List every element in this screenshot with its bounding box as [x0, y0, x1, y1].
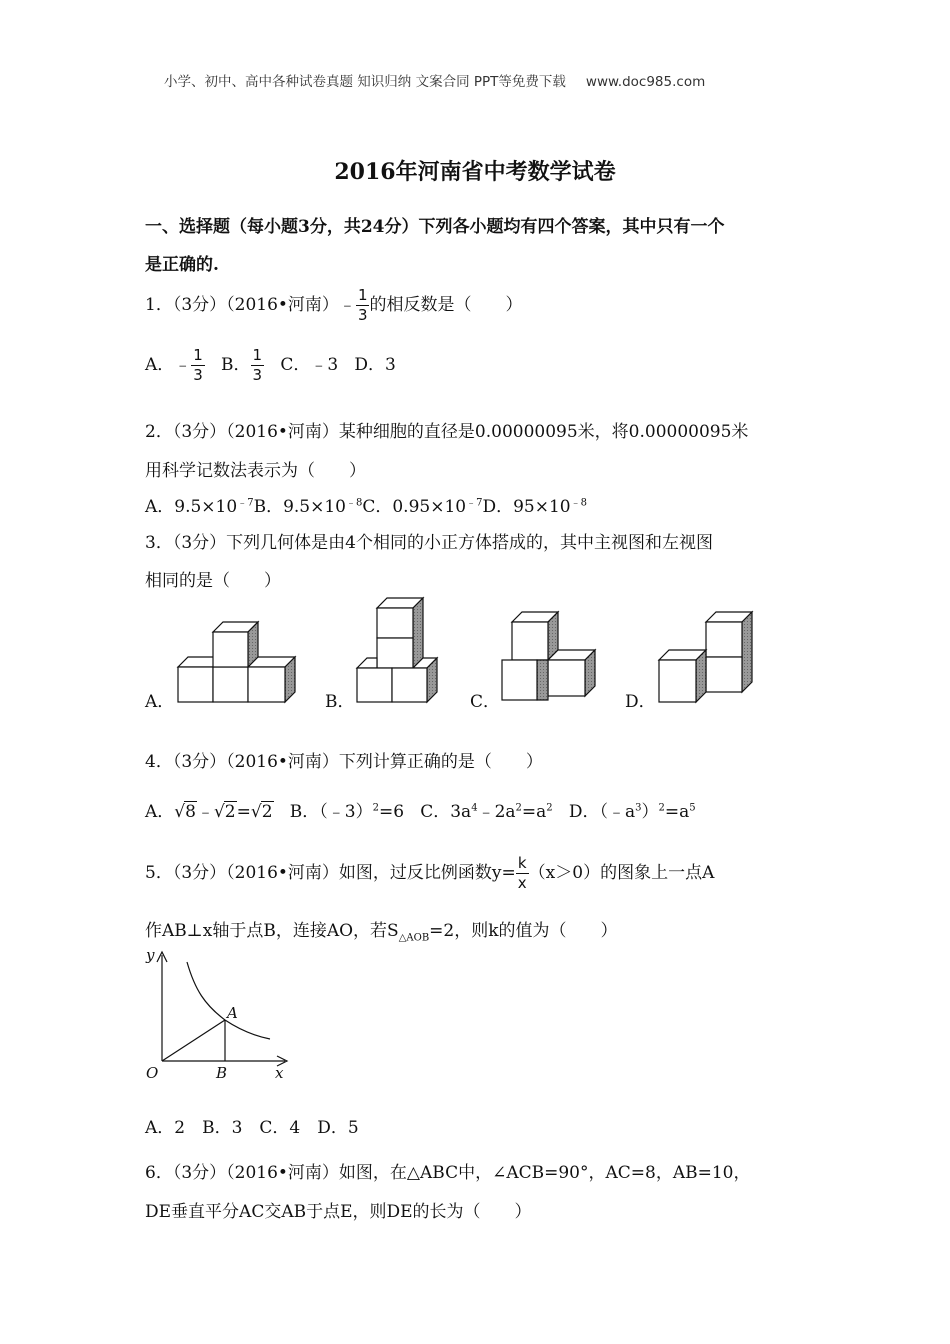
q5-line2: 作AB⊥x轴于点B，连接AO，若$S_{\triangle AOB}=2$，则k的值为（ ） — [145, 921, 618, 944]
q2-option-d[interactable]: D．$95\times 10^{﹣8}$ — [482, 497, 587, 517]
section-heading-line1: 一、选择题（每小题3分，共24分）下列各小题均有四个答案，其中只有一个 — [145, 217, 725, 237]
q1-fraction: $\frac{1}{3}$ — [357, 286, 368, 324]
label-o: O — [146, 1064, 159, 1082]
hyperbola-curve — [187, 962, 270, 1039]
q2-line2: 用科学记数法表示为（ ） — [145, 461, 366, 481]
q2-option-c[interactable]: C．$0.95\times 10^{﹣7}$ — [362, 497, 483, 517]
q3-line2: 相同的是（ ） — [145, 571, 281, 591]
q3-option-d-label[interactable]: D． — [625, 692, 656, 712]
label-a: A — [227, 1004, 238, 1022]
label-b: B — [216, 1064, 228, 1082]
q3-option-b-label[interactable]: B． — [325, 692, 355, 712]
sqrt-icon: √ — [174, 802, 186, 822]
q3-option-c-label[interactable]: C． — [470, 692, 501, 712]
label-y: y — [146, 946, 155, 964]
header-url[interactable]: www.doc985.com — [585, 74, 706, 90]
sqrt-icon: √ — [250, 802, 262, 822]
section-heading-line2: 是正确的. — [145, 255, 219, 275]
sqrt-icon: √ — [213, 802, 225, 822]
q4-option-a[interactable]: A．√8﹣√2=√2 — [145, 802, 273, 822]
q4-option-b[interactable]: B．（﹣3）$^2$=6 — [289, 802, 405, 822]
header-text: 小学、初中、高中各种试卷真题 知识归纳 文案合同 PPT等免费下载 — [164, 74, 566, 90]
q1-option-c[interactable]: C．﹣3 — [280, 355, 339, 375]
q3-option-a-label[interactable]: A． — [145, 692, 175, 712]
q4-option-c[interactable]: C．$3a^4﹣2a^2=a^2$ — [420, 802, 553, 822]
q5-line1: 5．（3分）（2016•河南）如图，过反比例函数y= $\frac{k}{x}$ （x＞0）的图象上一点A — [145, 854, 715, 892]
q2-line1: 2．（3分）（2016•河南）某种细胞的直径是0.00000095米，将0.00000095米 — [145, 422, 749, 442]
q1-prefix: 1．（3分）（2016•河南）﹣ — [145, 295, 356, 315]
q2-option-b[interactable]: B．$9.5\times 10^{﹣8}$ — [253, 497, 363, 517]
q1-suffix: 的相反数是（ ） — [369, 295, 523, 315]
q4-option-d[interactable]: D．$(﹣a^3)^2=a^5$ — [568, 802, 696, 822]
q3-line1: 3．（3分）下列几何体是由4个相同的小正方体搭成的，其中主视图和左视图 — [145, 533, 713, 553]
q1-option-b[interactable]: B． $\frac{1}{3}$ — [221, 346, 263, 384]
q6-line1: 6．（3分）（2016•河南）如图，在△ABC中，∠ACB=90°，AC=8，AB=10， — [145, 1163, 751, 1183]
page-title: 2016年河南省中考数学试卷 — [334, 159, 616, 185]
q5-options[interactable]: A．2 B．3 C．4 D．5 — [145, 1118, 359, 1138]
q4-line1: 4．（3分）（2016•河南）下列计算正确的是（ ） — [145, 752, 543, 772]
q6-line2: DE垂直平分AC交AB于点E，则DE的长为（ ） — [145, 1202, 532, 1222]
q1-option-d[interactable]: D．3 — [354, 355, 396, 375]
segment-ao — [162, 1020, 225, 1061]
label-x: x — [275, 1064, 284, 1082]
q2-option-a[interactable]: A．$9.5\times 10^{﹣7}$ — [145, 497, 254, 517]
q5-fraction: $\frac{k}{x}$ — [517, 854, 527, 892]
q1-option-a[interactable]: A．﹣ $\frac{1}{3}$ — [145, 346, 203, 384]
